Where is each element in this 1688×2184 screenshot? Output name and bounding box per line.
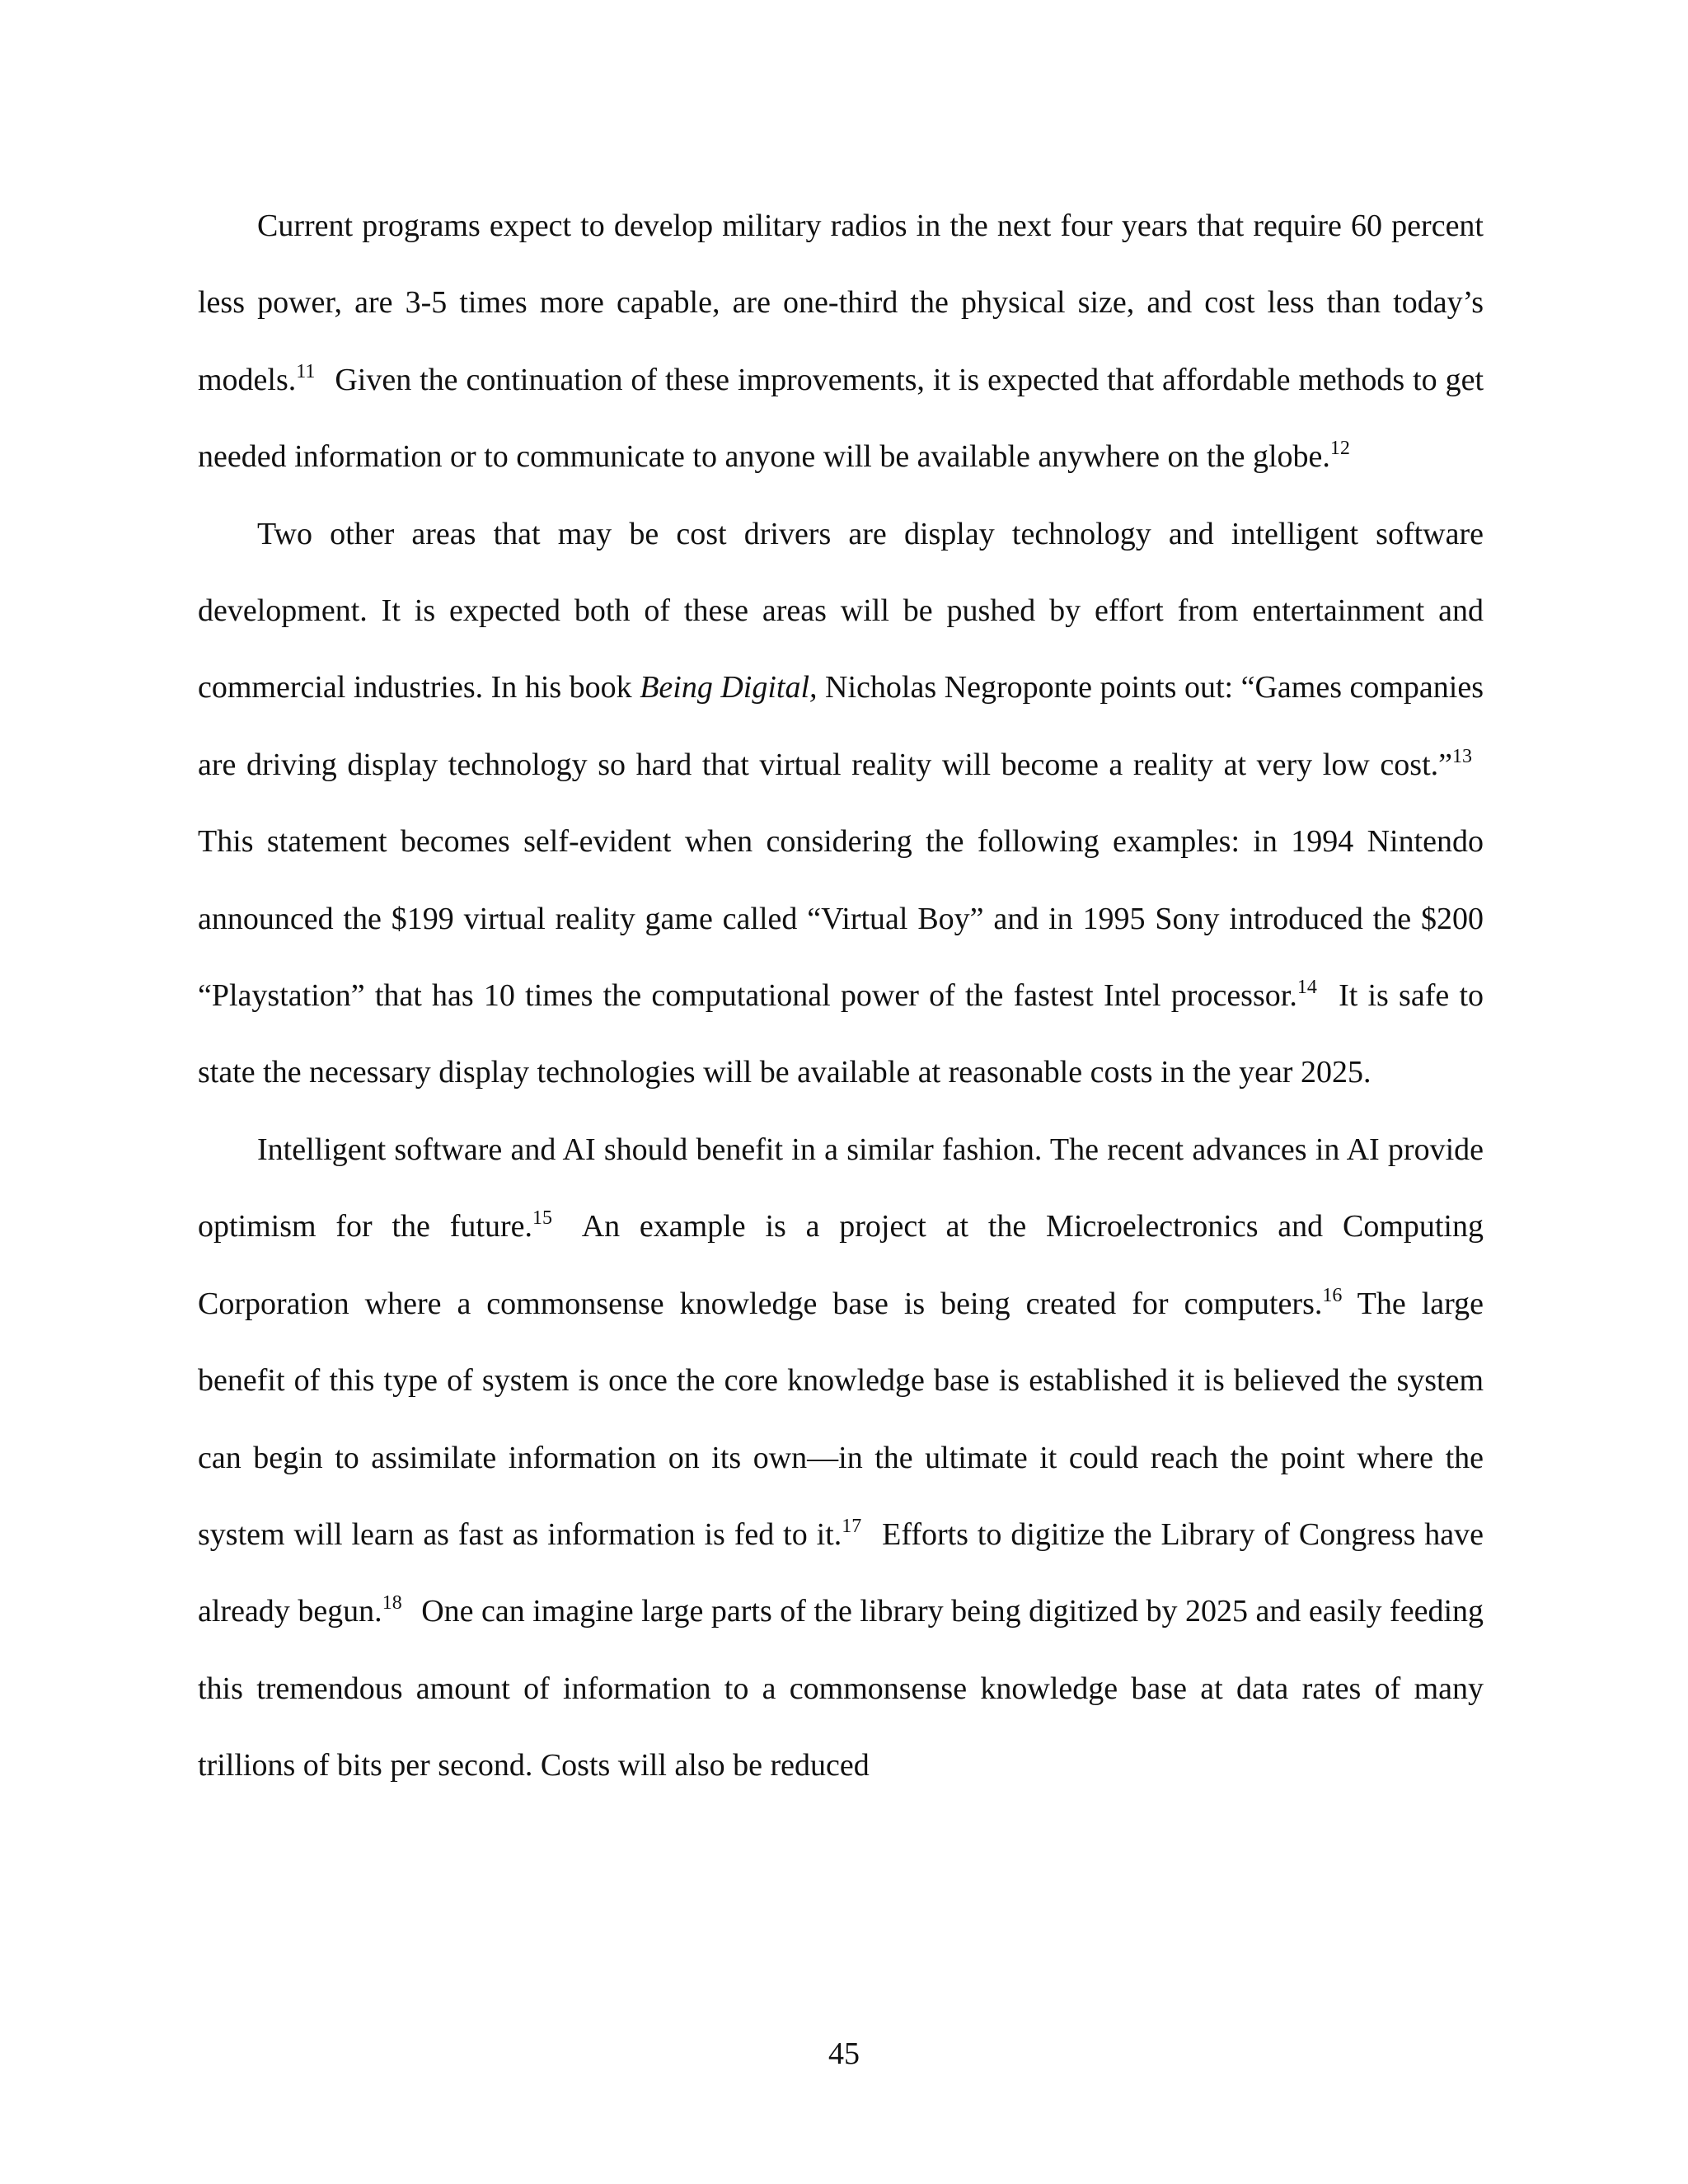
footnote-marker-12[interactable]: 12	[1329, 438, 1350, 460]
paragraph-text: Current programs expect to develop military radios in the next four years that require 60 percent less power, are 3-5 times more capable, are one-third the physical size, and cost less than today’s models.	[198, 209, 1484, 397]
paragraph-text: An example is a project at the Microelectronics and Computing Corporation where a commonsense knowledge base is being created for computers.	[198, 1209, 1484, 1321]
book-title: Being Digital,	[640, 670, 818, 705]
footnote-marker-14[interactable]: 14	[1296, 977, 1317, 999]
paragraph-intelligent-software	[198, 1112, 1484, 1805]
footnote-marker-16[interactable]: 16	[1322, 1284, 1343, 1306]
paragraph-text: One can imagine large parts of the library being digitized by 2025 and easily feeding this tremendous amount of information to a commonsense knowledge base at data rates of many trillions of bits per second. Costs will also be reduced	[198, 1594, 1484, 1783]
footnote-marker-18[interactable]: 18	[382, 1592, 402, 1615]
paragraph-text: Two other areas that may be cost drivers are display technology and intelligent software development. It is expected both of these areas will be pushed by effort from entertainment and commercial industries. In his book	[198, 516, 1484, 705]
page-number: 45	[828, 2036, 860, 2071]
paragraph-text: The large benefit of this type of system is once the core knowledge base is established it is believed the system can begin to assimilate information on its own—in the ultimate it could reach the point where the system will learn as fast as information is fed to it.	[198, 1286, 1484, 1552]
footnote-marker-15[interactable]: 15	[532, 1207, 552, 1230]
paragraph-military-radios	[198, 188, 1484, 496]
paragraph-text: This statement becomes self-evident when considering the following examples: in 1994 Nintendo announced the $199 virtual reality game called “Virtual Boy” and in 1995 Sony introduced the $200 “Playstation” that has 10 times the computational power of the fastest Intel processor.	[198, 824, 1484, 1014]
paragraph-text: Efforts to digitize the Library of Congress have already begun.	[198, 1516, 1484, 1629]
paragraph-display-technology	[198, 496, 1484, 1112]
paragraph-text: Intelligent software and AI should benefit in a similar fashion. The recent advances in AI provide optimism for the future.	[198, 1132, 1484, 1244]
paragraph-text: Given the continuation of these improvements, it is expected that affordable methods to get needed information or to communicate to anyone will be available anywhere on the globe.	[198, 362, 1484, 475]
footnote-marker-13[interactable]: 13	[1452, 745, 1472, 767]
body-text	[198, 188, 1484, 1805]
footnote-marker-17[interactable]: 17	[842, 1515, 862, 1537]
paragraph-text: Nicholas Negroponte points out: “Games companies are driving display technology so hard that virtual reality will become a reality at very low cost.”	[198, 670, 1484, 782]
paragraph-text: It is safe to state the necessary display technologies will be available at reasonable costs in the year 2025.	[198, 978, 1484, 1090]
footnote-marker-11[interactable]: 11	[296, 360, 316, 382]
